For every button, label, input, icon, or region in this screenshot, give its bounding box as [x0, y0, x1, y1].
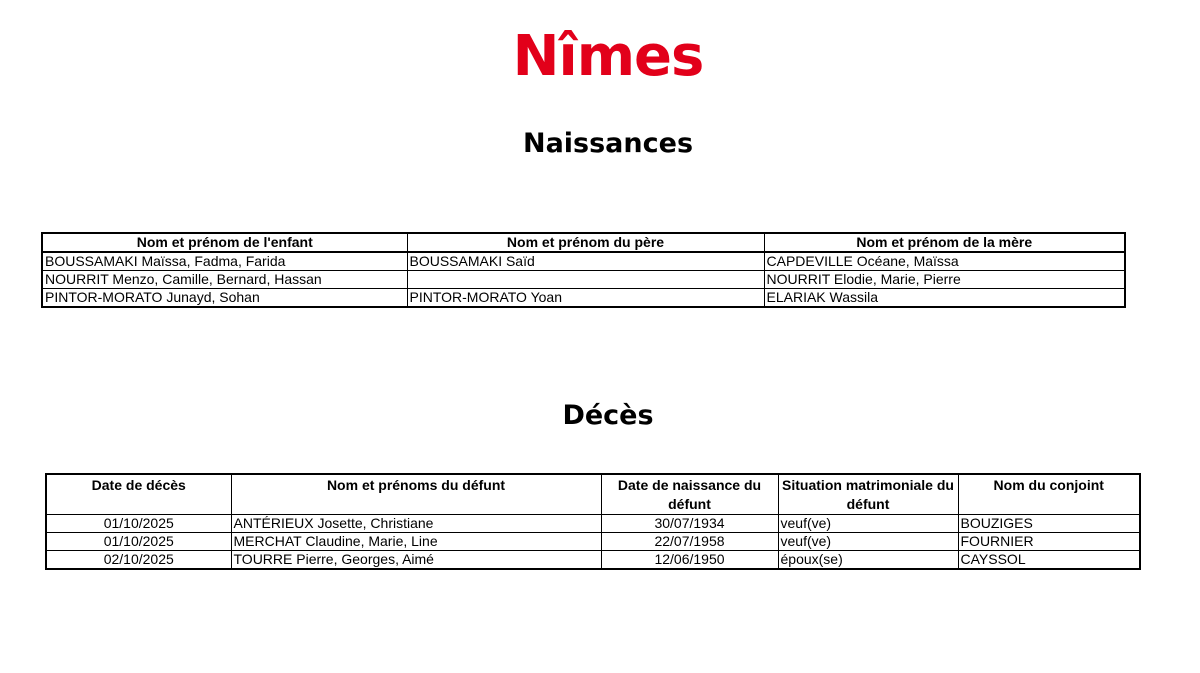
- child-name-cell: NOURRIT Menzo, Camille, Bernard, Hassan: [42, 271, 407, 289]
- births-table: [41, 232, 1126, 308]
- father-name-cell: [407, 271, 764, 289]
- column-header-deceased-name: Nom et prénoms du défunt: [231, 474, 601, 515]
- spouse-name-cell: FOURNIER: [958, 533, 1140, 551]
- death-date-cell: 01/10/2025: [46, 533, 231, 551]
- deaths-section-title: Décès: [562, 400, 654, 431]
- mother-name-cell: ELARIAK Wassila: [764, 289, 1125, 308]
- spouse-name-cell: CAYSSOL: [958, 551, 1140, 570]
- child-name-cell: PINTOR-MORATO Junayd, Sohan: [42, 289, 407, 308]
- table-row: [42, 252, 1125, 271]
- father-name-cell: PINTOR-MORATO Yoan: [407, 289, 764, 308]
- column-header-marital-status: Situation matrimoniale du défunt: [778, 474, 958, 515]
- deceased-name-cell: TOURRE Pierre, Georges, Aimé: [231, 551, 601, 570]
- table-row: [46, 515, 1140, 533]
- column-header-child-name: Nom et prénom de l'enfant: [42, 233, 407, 252]
- mother-name-cell: CAPDEVILLE Océane, Maïssa: [764, 252, 1125, 271]
- mother-name-cell: NOURRIT Elodie, Marie, Pierre: [764, 271, 1125, 289]
- table-row: [42, 289, 1125, 308]
- birth-date-cell: 22/07/1958: [601, 533, 778, 551]
- spouse-name-cell: BOUZIGES: [958, 515, 1140, 533]
- deaths-table: [45, 473, 1141, 570]
- table-row: [46, 551, 1140, 570]
- marital-status-cell: veuf(ve): [778, 515, 958, 533]
- father-name-cell: BOUSSAMAKI Saïd: [407, 252, 764, 271]
- marital-status-cell: veuf(ve): [778, 533, 958, 551]
- births-section-title: Naissances: [522, 128, 694, 159]
- births-header-row: [42, 233, 1125, 252]
- column-header-father-name: Nom et prénom du père: [407, 233, 764, 252]
- deceased-name-cell: ANTÉRIEUX Josette, Christiane: [231, 515, 601, 533]
- column-header-death-date: Date de décès: [46, 474, 231, 515]
- death-date-cell: 01/10/2025: [46, 515, 231, 533]
- birth-date-cell: 12/06/1950: [601, 551, 778, 570]
- table-row: [46, 533, 1140, 551]
- deceased-name-cell: MERCHAT Claudine, Marie, Line: [231, 533, 601, 551]
- column-header-mother-name: Nom et prénom de la mère: [764, 233, 1125, 252]
- marital-status-cell: époux(se): [778, 551, 958, 570]
- birth-date-cell: 30/07/1934: [601, 515, 778, 533]
- child-name-cell: BOUSSAMAKI Maïssa, Fadma, Farida: [42, 252, 407, 271]
- deaths-header-row: [46, 474, 1140, 515]
- column-header-birth-date: Date de naissance du défunt: [601, 474, 778, 515]
- column-header-spouse-name: Nom du conjoint: [958, 474, 1140, 515]
- table-row: [42, 271, 1125, 289]
- city-title: Nîmes: [512, 24, 704, 89]
- death-date-cell: 02/10/2025: [46, 551, 231, 570]
